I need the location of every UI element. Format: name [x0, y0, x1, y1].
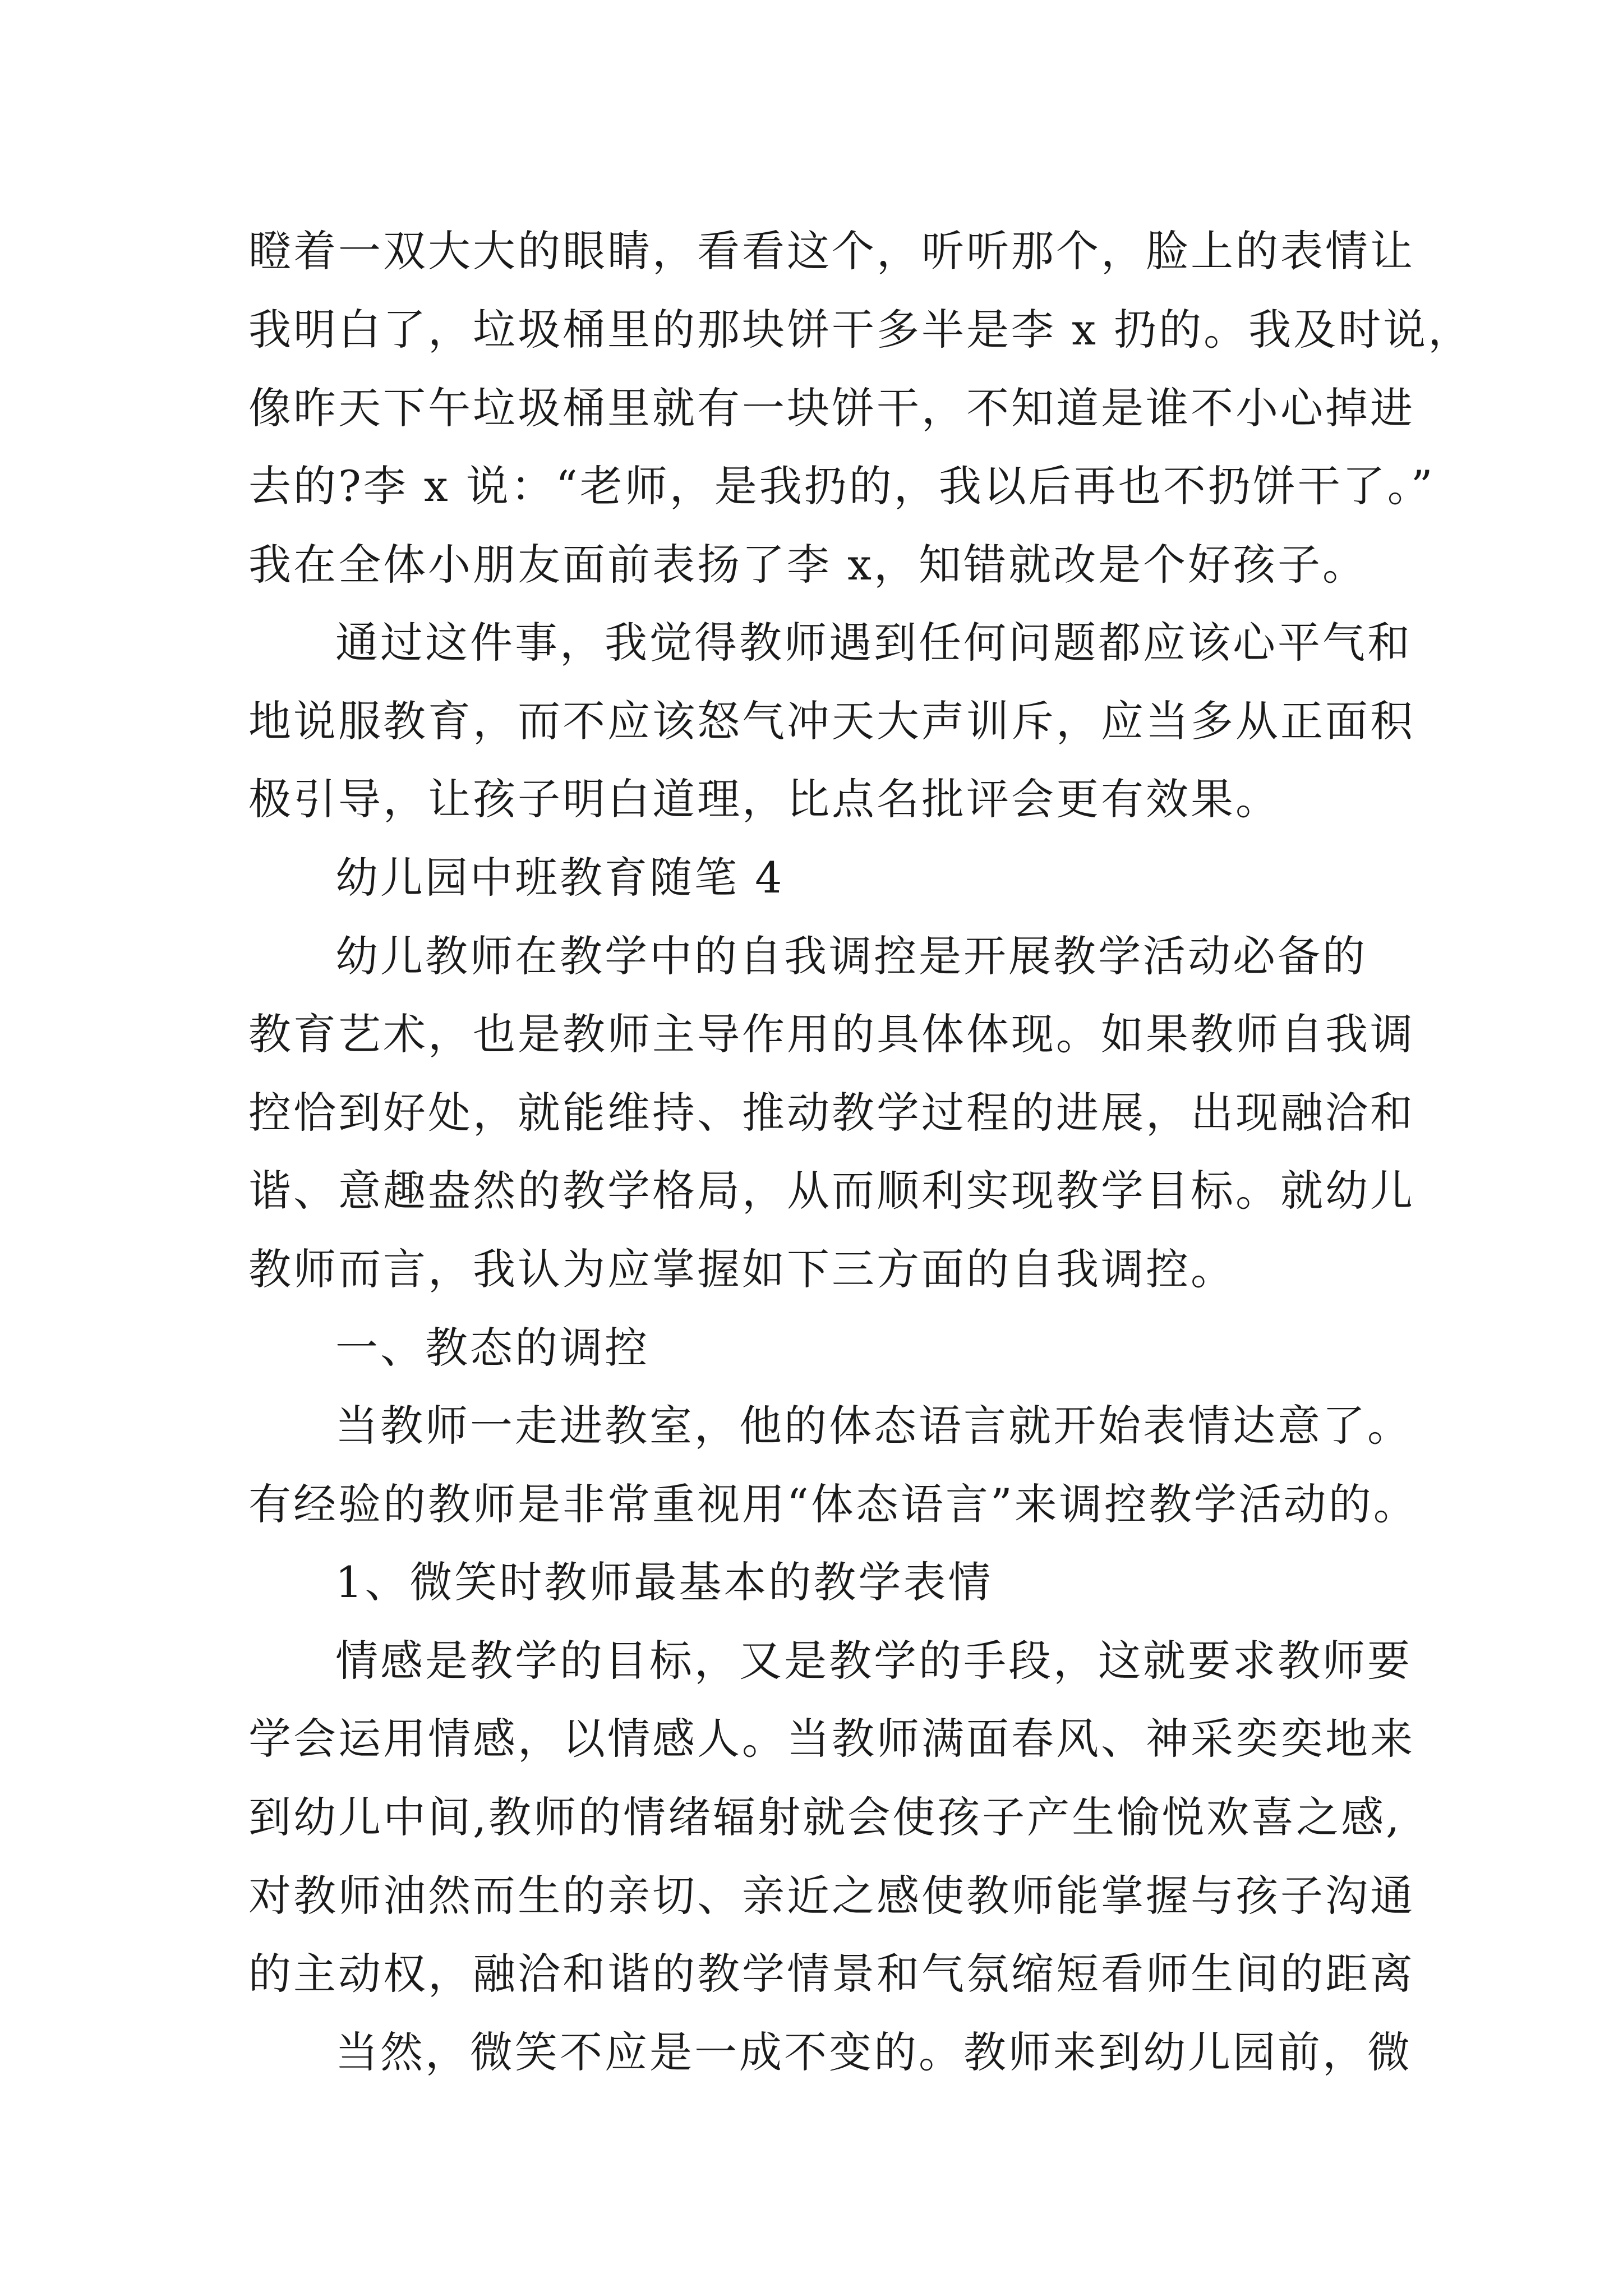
text-line: 极引导，让孩子明白道理，比点名批评会更有效果。	[248, 774, 1280, 824]
text-line: 的主动权，融洽和谐的教学情景和气氛缩短看师生间的距离	[248, 1949, 1415, 1999]
paragraph-first-line: 当然，微笑不应是一成不变的。教师来到幼儿园前，微	[335, 2027, 1412, 2077]
paragraph-first-line: 当教师一走进教室，他的体态语言就开始表情达意了。	[335, 1401, 1412, 1451]
text-line: 像昨天下午垃圾桶里就有一块饼干，不知道是谁不小心掉进	[248, 383, 1415, 433]
text-line: 教师而言，我认为应掌握如下三方面的自我调控。	[248, 1244, 1235, 1294]
text-line: 教育艺术，也是教师主导作用的具体体现。如果教师自我调	[248, 1009, 1415, 1059]
text-line: 学会运用情感，以情感人。当教师满面春风、神采奕奕地来	[248, 1714, 1415, 1764]
text-line: 对教师油然而生的亲切、亲近之感使教师能掌握与孩子沟通	[248, 1871, 1415, 1921]
text-line: 去的?李 x 说：“老师，是我扔的，我以后再也不扔饼干了。”	[248, 461, 1435, 511]
text-line: 地说服教育，而不应该怒气冲天大声训斥，应当多从正面积	[248, 696, 1415, 746]
text-line: 谐、意趣盎然的教学格局，从而顺利实现教学目标。就幼儿	[248, 1166, 1415, 1216]
subsection-heading: 一、教态的调控	[335, 1323, 649, 1373]
paragraph-first-line: 情感是教学的目标，又是教学的手段，这就要求教师要	[335, 1636, 1412, 1686]
paragraph-first-line: 通过这件事，我觉得教师遇到任何问题都应该心平气和	[335, 618, 1412, 668]
text-line: 我在全体小朋友面前表扬了李 x，知错就改是个好孩子。	[248, 540, 1368, 590]
section-heading: 幼儿园中班教育随笔 4	[335, 853, 785, 903]
text-line: 我明白了，垃圾桶里的那块饼干多半是李 x 扔的。我及时说，	[248, 305, 1473, 355]
text-line: 到幼儿中间,教师的情绪辐射就会使孩子产生愉悦欢喜之感,	[248, 1792, 1402, 1842]
text-line: 有经验的教师是非常重视用“体态语言”来调控教学活动的。	[248, 1479, 1418, 1529]
subsection-heading: 1、微笑时教师最基本的教学表情	[335, 1557, 993, 1607]
paragraph-first-line: 幼儿教师在教学中的自我调控是开展教学活动必备的	[335, 931, 1367, 981]
text-line: 瞪着一双大大的眼睛，看看这个，听听那个，脸上的表情让	[248, 226, 1415, 276]
text-line: 控恰到好处，就能维持、推动教学过程的进展，出现融洽和	[248, 1088, 1415, 1138]
